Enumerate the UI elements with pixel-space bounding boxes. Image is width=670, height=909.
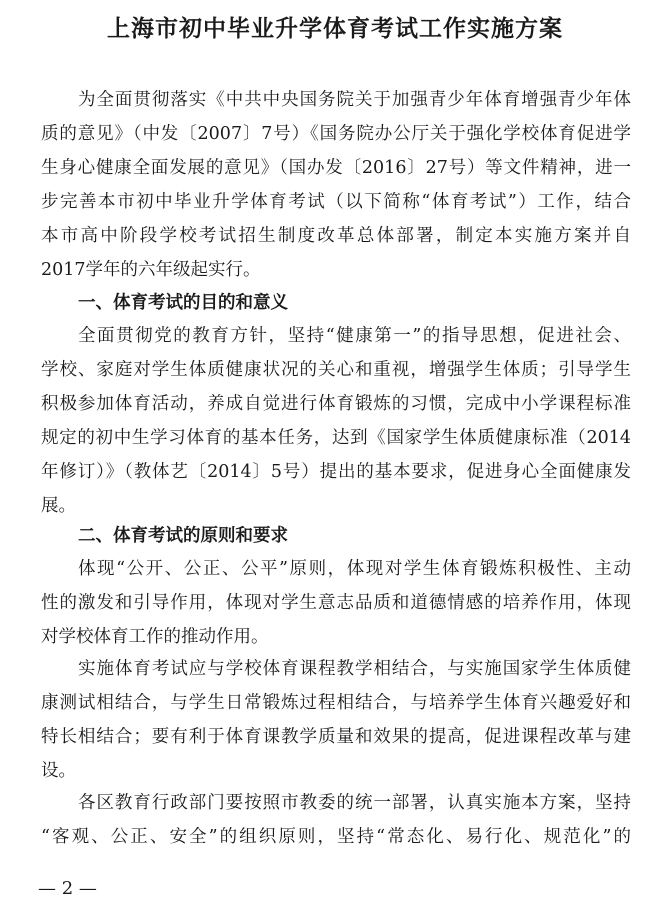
- text-line: 各区教育行政部门要按照市教委的统一部署，认真实施本方案，坚持: [78, 793, 631, 813]
- document-title: 上海市初中毕业升学体育考试工作实施方案: [107, 16, 563, 42]
- section-heading-purpose: 一、体育考试的目的和意义: [78, 293, 288, 313]
- text-line: 对学校体育工作的推动作用。: [41, 627, 269, 647]
- text-line: 年修订）》（教体艺〔2014〕5号）提出的基本要求，促进身心全面健康发: [41, 462, 631, 482]
- text-line: 规定的初中生学习体育的基本任务，达到《国家学生体质健康标准（2014: [41, 428, 631, 448]
- text-line: 实施体育考试应与学校体育课程教学相结合，与实施国家学生体质健: [78, 659, 631, 679]
- text-line: 质的意见》（中发〔2007〕7号）《国务院办公厅关于强化学校体育促进学: [41, 124, 631, 144]
- text-line: 为全面贯彻落实《中共中央国务院关于加强青少年体育增强青少年体: [78, 90, 631, 110]
- text-line: 特长相结合；要有利于体育课教学质量和效果的提高，促进课程改革与建: [41, 727, 631, 747]
- text-line: 康测试相结合，与学生日常锻炼过程相结合，与培养学生体育兴趣爱好和: [41, 693, 631, 713]
- text-line: 学校、家庭对学生体质健康状况的关心和重视，增强学生体质；引导学生: [41, 360, 631, 380]
- text-line: 性的激发和引导作用，体现对学生意志品质和道德情感的培养作用，体现: [41, 593, 631, 613]
- text-line: 本市高中阶段学校考试招生制度改革总体部署，制定本实施方案并自: [41, 226, 631, 246]
- text-line: 设。: [41, 761, 76, 781]
- text-line: 2017学年的六年级起实行。: [41, 260, 261, 280]
- text-line: 步完善本市初中毕业升学体育考试（以下简称“体育考试”）工作，结合: [41, 192, 631, 212]
- text-line: 生身心健康全面发展的意见》（国办发〔2016〕27号）等文件精神，进一: [41, 158, 631, 178]
- text-line: 积极参加体育活动，养成自觉进行体育锻炼的习惯，完成中小学课程标准: [41, 394, 631, 414]
- text-line: 展。: [41, 496, 76, 516]
- text-line: 全面贯彻党的教育方针，坚持“健康第一”的指导思想，促进社会、: [78, 326, 631, 346]
- text-line: “客观、公正、安全”的组织原则，坚持“常态化、易行化、规范化”的: [41, 827, 631, 847]
- page-number: — 2 —: [38, 878, 97, 899]
- section-heading-principles: 二、体育考试的原则和要求: [78, 526, 288, 546]
- text-line: 体现“公开、公正、公平”原则，体现对学生体育锻炼积极性、主动: [78, 559, 631, 579]
